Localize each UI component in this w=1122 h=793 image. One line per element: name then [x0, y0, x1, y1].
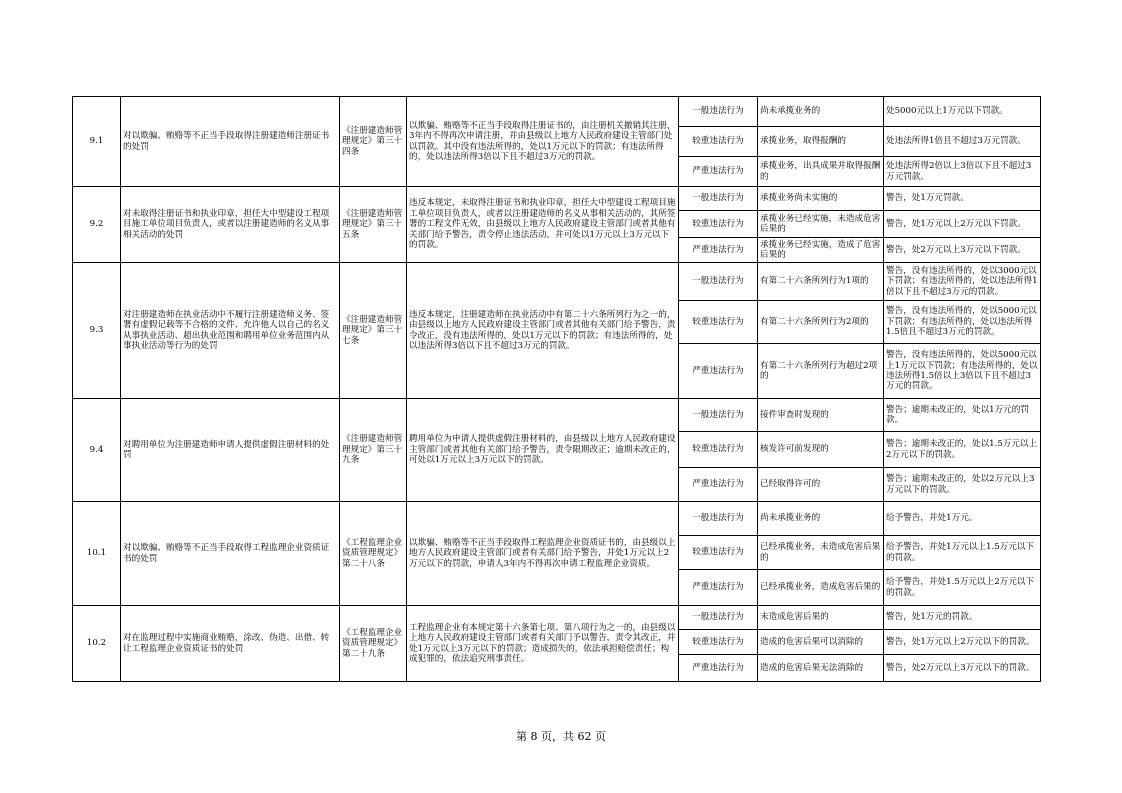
penalty-standard: 警告，处1万元以上2万元以下罚款。	[884, 211, 1041, 238]
penalty-standard: 给予警告，并处1.5万元以上2万元以下的罚款。	[884, 570, 1041, 606]
table-row	[73, 263, 1041, 301]
penalty-standard: 给予警告，并处1万元。	[884, 502, 1041, 536]
circumstance: 已经承揽业务，未造成危害后果的	[758, 536, 884, 570]
circumstance: 有第二十六条所列行为1项的	[758, 263, 884, 301]
violation-level: 较重违法行为	[679, 127, 758, 157]
table-row	[73, 399, 1041, 432]
penalty-standard: 警告，处1万元罚款。	[884, 187, 1041, 211]
violation-behavior: 对未取得注册证书和执业印章，担任大中型建设工程项目施工单位项目负责人，或者以注册建造师的名义从事相关活动的处罚	[121, 187, 340, 263]
item-number: 9.1	[73, 97, 121, 187]
violation-level: 一般违法行为	[679, 97, 758, 127]
circumstance: 承揽业务已经实施，未造成危害后果的	[758, 211, 884, 238]
violation-level: 一般违法行为	[679, 502, 758, 536]
table-row	[73, 606, 1041, 630]
penalty-standard: 警告，没有违法所得的，处以3000元以下罚款；有违法所得的，处以违法所得1倍以下且不超过3万元的罚款。	[884, 263, 1041, 301]
violation-level: 较重违法行为	[679, 630, 758, 655]
violation-level: 一般违法行为	[679, 187, 758, 211]
penalty-standard: 警告，处1万元以上2万元以下的罚款。	[884, 630, 1041, 655]
penalty-table	[72, 96, 1041, 682]
violation-level: 严重违法行为	[679, 468, 758, 502]
penalty-standard: 给予警告，并处1万元以上1.5万元以下的罚款。	[884, 536, 1041, 570]
legal-basis: 《工程监理企业资质管理规定》第二十九条	[340, 606, 407, 682]
legal-provision: 违反本规定，未取得注册证书和执业印章，担任大中型建设工程项目施工单位项目负责人，或者以注册建造师的名义从事相关活动的，其所签署的工程文件无效，由县级以上地方人民政府建设主管部门或者其他有关部门给予警告，责令停止违法活动，并可处以1万元以上3万元以下的罚款。	[407, 187, 679, 263]
violation-level: 较重违法行为	[679, 211, 758, 238]
penalty-standard: 警告；逾期未改正的，处以2万元以上3万元以下的罚款。	[884, 468, 1041, 502]
violation-behavior: 对在监理过程中实施商业贿赂，涂改、伪造、出借、转让工程监理企业资质证书的处罚	[121, 606, 340, 682]
violation-behavior: 对注册建造师在执业活动中不履行注册建造师义务、签署有虚假记载等不合格的文件、允许他人以自己的名义从事执业活动、超出执业范围和聘用单位业务范围内从事执业活动等行为的处罚	[121, 263, 340, 399]
item-number: 9.2	[73, 187, 121, 263]
penalty-standard: 处5000元以上1万元以下罚款。	[884, 97, 1041, 127]
violation-level: 严重违法行为	[679, 238, 758, 263]
legal-provision: 以欺骗、贿赂等不正当手段取得工程监理企业资质证书的，由县级以上地方人民政府建设主管部门或者有关部门给予警告，并处1万元以上2万元以下的罚款，申请人3年内不得再次申请工程监理企业资质。	[407, 502, 679, 606]
violation-behavior: 对以欺骗、贿赂等不正当手段取得工程监理企业资质证书的处罚	[121, 502, 340, 606]
violation-level: 严重违法行为	[679, 570, 758, 606]
penalty-standard: 警告，没有违法所得的，处以5000元以下罚款；有违法所得的，处以违法所得1.5倍且不超过3万元的罚款。	[884, 301, 1041, 344]
violation-level: 较重违法行为	[679, 536, 758, 570]
table-row	[73, 187, 1041, 211]
circumstance: 造成的危害后果可以消除的	[758, 630, 884, 655]
penalty-standard: 警告，没有违法所得的，处以5000元以上1万元以下罚款；有违法所得的，处以违法所得1.5倍以上3倍以下且不超过3万元的罚款。	[884, 344, 1041, 399]
violation-level: 严重违法行为	[679, 655, 758, 682]
legal-basis: 《注册建造师管理规定》第三十四条	[340, 97, 407, 187]
table-row	[73, 502, 1041, 536]
circumstance: 未造成危害后果的	[758, 606, 884, 630]
circumstance: 有第二十六条所列行为超过2项的	[758, 344, 884, 399]
circumstance: 承揽业务已经实施，造成了危害后果的	[758, 238, 884, 263]
violation-level: 一般违法行为	[679, 399, 758, 432]
circumstance: 已经承揽业务，造成危害后果的	[758, 570, 884, 606]
item-number: 10.1	[73, 502, 121, 606]
penalty-standard: 警告，处2万元以上3万元以下的罚款。	[884, 655, 1041, 682]
circumstance: 接件审查时发现的	[758, 399, 884, 432]
legal-provision: 工程监理企业有本规定第十六条第七项、第八项行为之一的，由县级以上地方人民政府建设主管部门或者有关部门予以警告，责令其改正，并处1万元以上3万元以下的罚款；造成损失的，依法承担赔偿责任；构成犯罪的，依法追究刑事责任。	[407, 606, 679, 682]
violation-level: 较重违法行为	[679, 432, 758, 468]
circumstance: 承揽业务尚未实施的	[758, 187, 884, 211]
legal-basis: 《注册建造师管理规定》第三十九条	[340, 399, 407, 502]
circumstance: 造成的危害后果无法消除的	[758, 655, 884, 682]
violation-level: 一般违法行为	[679, 263, 758, 301]
circumstance: 尚未承揽业务的	[758, 97, 884, 127]
violation-level: 较重违法行为	[679, 301, 758, 344]
penalty-standard: 处违法所得1倍且不超过3万元罚款。	[884, 127, 1041, 157]
legal-provision: 聘用单位为申请人提供虚假注册材料的，由县级以上地方人民政府建设主管部门或者其他有关部门给予警告，责令限期改正；逾期未改正的，可处以1万元以上3万元以下的罚款。	[407, 399, 679, 502]
circumstance: 有第二十六条所列行为2项的	[758, 301, 884, 344]
legal-basis: 《工程监理企业资质管理规定》第二十八条	[340, 502, 407, 606]
penalty-standard: 处违法所得2倍以上3倍以下且不超过3万元罚款。	[884, 157, 1041, 187]
violation-level: 严重违法行为	[679, 157, 758, 187]
violation-level: 一般违法行为	[679, 606, 758, 630]
circumstance: 已经取得许可的	[758, 468, 884, 502]
legal-basis: 《注册建造师管理规定》第三十七条	[340, 263, 407, 399]
item-number: 9.3	[73, 263, 121, 399]
item-number: 10.2	[73, 606, 121, 682]
item-number: 9.4	[73, 399, 121, 502]
table-row	[73, 97, 1041, 127]
penalty-standard: 警告，处1万元的罚款。	[884, 606, 1041, 630]
legal-provision: 违反本规定，注册建造师在执业活动中有第二十六条所列行为之一的，由县级以上地方人民政府建设主管部门或者其他有关部门给予警告，责令改正，没有违法所得的，处以1万元以下的罚款；有违法所得的，处以违法所得3倍以下且不超过3万元的罚款。	[407, 263, 679, 399]
circumstance: 承揽业务，取得报酬的	[758, 127, 884, 157]
penalty-standard: 警告，处2万元以上3万元以下罚款。	[884, 238, 1041, 263]
violation-level: 严重违法行为	[679, 344, 758, 399]
page-footer: 第 8 页，共 62 页	[516, 730, 606, 743]
legal-provision: 以欺骗、贿赂等不正当手段取得注册证书的，由注册机关撤销其注册，3年内不得再次申请注册，并由县级以上地方人民政府建设主管部门处以罚款。其中没有违法所得的，处以1万元以下的罚款；有违法所得的，处以违法所得3倍以下且不超过3万元的罚款。	[407, 97, 679, 187]
violation-behavior: 对聘用单位为注册建造师申请人提供虚假注册材料的处罚	[121, 399, 340, 502]
circumstance: 核发许可前发现的	[758, 432, 884, 468]
circumstance: 承揽业务，出具成果并取得报酬的	[758, 157, 884, 187]
penalty-standard: 警告；逾期未改正的，处以1.5万元以上2万元以下的罚款。	[884, 432, 1041, 468]
penalty-standard: 警告；逾期未改正的，处以1万元的罚款。	[884, 399, 1041, 432]
circumstance: 尚未承揽业务的	[758, 502, 884, 536]
legal-basis: 《注册建造师管理规定》第三十五条	[340, 187, 407, 263]
violation-behavior: 对以欺骗、贿赂等不正当手段取得注册建造师注册证书的处罚	[121, 97, 340, 187]
